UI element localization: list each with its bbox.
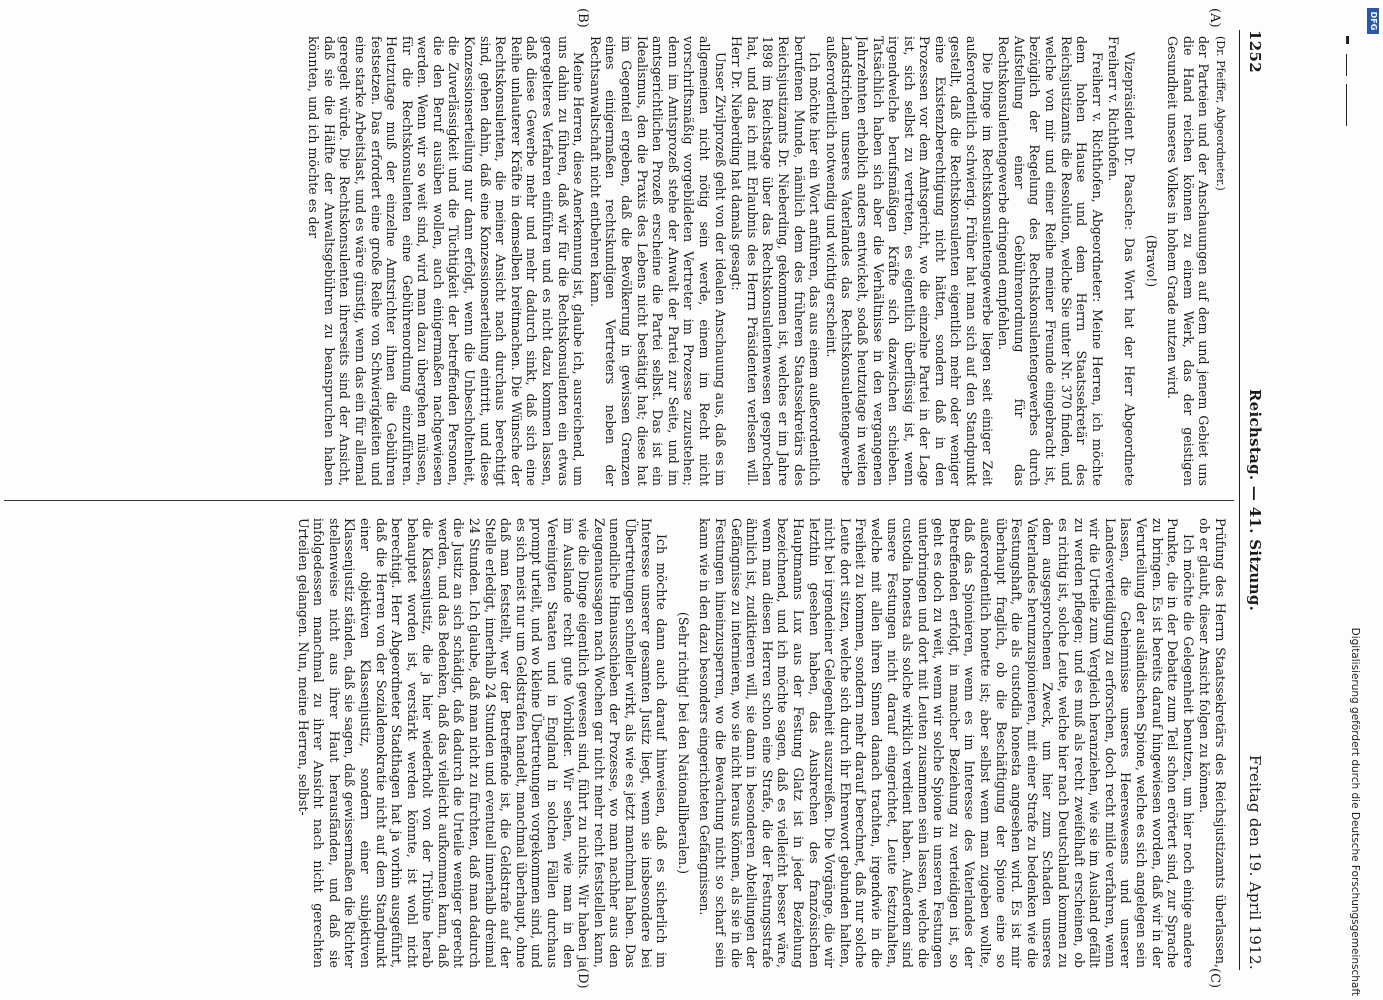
column-rule (4, 500, 1234, 501)
paragraph: Meine Herren, diese Anerkennung ist, glaube ich, ausreichend, um uns dahin zu führen, daß wir für die Rechtskonsulenten ein etwas geregelteres Verfahren einführen und es nicht dazu kommen lassen, daß diese Gewerbe mehr und mehr dadurch sinkt, daß sich eine Reihe unlauterer Kräfte in demselben breitmachen. Die Wünsche der Rechtskonsulenten, die meiner Ansicht nach durchaus berechtigt sind, gehen dahin, daß eine Konzessionserteilung eintritt, und diese Konzessionserteilung nur dann erfolgt, wenn die Unbescholtenheit, die Zuverlässigkeit und die Tüchtigkeit der betreffenden Personen, die den Beruf ausüben wollen, auch einigermaßen nachgewiesen werden. Wenn wir so weit sind, wird man dazu übergehen müssen, für die Rechtskonsulenten eine Gebührenordnung einzuführen. Heutzutage muß der einzelne Amtsrichter ihnen die Gebühren festsetzen. Das erfordert eine große Reihe von Schwierigkeiten und eine starke Arbeitslast, und es wäre günstig, wenn das ein für allemal geregelt würde. Die Rechtskonsulenten ihrerseits sind der Ansicht, daß sie die Hälfte der Anwaltsgebühren zu beanspruchen haben könnten, und ich möchte es der (306, 36, 587, 486)
header-rule (1239, 30, 1240, 970)
speaker-note: (Dr. Pfeiffer, Abgeordneter.) (1214, 36, 1227, 191)
quotation: Unser Zivilprozeß geht von der idealen Anschauung aus, daß es im allgemeinen nicht nötig sein werde, einem im Recht nicht vorschriftsmäßig vorgebildeten Vertreter im Prozesse zuzustehen; denn im Amtsprozeß stehe der Anwalt der Partei zur Seite, und im amtsgerichtlichen Prozeß erscheine die Partei selbst. Das ist ein Idealismus, den die Praxis des Lebens nicht bestätigt hat; diese hat im Gegenteil ergeben, daß die Bevölkerung in gewissen Grenzen eines einigermaßen rechtskundigen Vertreters neben der Rechtsanwaltschaft nicht entbehren kann. (587, 36, 728, 486)
page-title: Reichstag. — 41. Sitzung. (1246, 388, 1264, 612)
paragraph: Ich möchte hier ein Wort anführen, das aus einem außerordentlich berufenen Munde, nämlich dem des früheren Staatssekretärs des Reichsjustizamts Dr. Nieberding, gekommen ist, welches er im Jahre 1898 im Reichstage über das Rechtskonsulentenwesen gesprochen hat, und das ich mit Erlaubnis des Herrn Präsidenten verlesen will. Herr Dr. Nieberding hat damals gesagt: (729, 36, 823, 486)
margin-marker-b: (B) (575, 8, 590, 28)
paragraph: Freiherr v. Richthofen, Abgeordneter: Meine Herren, ich möchte dem hohen Hause und dem Herrn Staatssekretär des Reichsjustizamts die Resolution, welche Sie unter Nr. 370 finden, und welche von mir und einer Reihe meiner Freunde eingebracht ist, bezüglich der Regelung des Rechtskonsulentengewerbes durch Aufstellung einer Gebührenordnung für das Rechtskonsulentengewerbe dringend empfehlen. (996, 36, 1105, 486)
paragraph: der Parteien und der Anschauungen auf dem und jenem Gebiet uns die Hand reichen können zu einem Werk, das der geistigen Gesundheit unseres Volkes in hohem Grade nutzen wird. (1165, 36, 1212, 486)
scan-mark (1346, 54, 1347, 76)
paragraph: Die Dinge im Rechtskonsulentengewerbe liegen seit einiger Zeit außerordentlich schwierig. Früher hat man sich auf den Standpunkt gestellt, daß die Rechtskonsulenten eigentlich mehr oder weniger eine Existenzberechtigung nicht hätten, sondern daß in den Prozessen vor dem Amtsgericht, wo die einzelne Partei in der Lage ist, sich selbst zu vertreten, es eigentlich überflüssig ist, wenn irgendwelche berufsmäßigen Kräfte sich dazwischen schieben. Tatsächlich haben sich aber die Verhältnisse in den vergangenen Jahrzehnten erheblich anders entwickelt, sodaß heutzutage in weiten Landstrichen unseres Vaterlandes das Rechtskonsulentengewerbe außerordentlich notwendig und wichtig erscheint. (823, 36, 995, 486)
right-column (8, 518, 1228, 968)
interjection: (Sehr richtig! bei den Nationalliberalen.) (675, 611, 691, 875)
digitization-note: Digitalisierung gefördert durch die Deutsche Forschungsgemeinschaft (1349, 627, 1361, 996)
left-column (8, 36, 1228, 486)
dfg-logo: DFG (1367, 8, 1379, 34)
paragraph: Ich möchte die Gelegenheit benutzen, um hier noch einige andere Punkte, die in der Debatte zum Teil schon erörtert sind, zur Sprache zu bringen. Es ist bereits darauf hingewiesen worden, daß wir in der Verurteilung der ausländischen Spione, welche es sich angelegen sein lassen, die Geheimnisse unseres Heereswesens und unserer Landesverteidigung zu erforschen, doch recht milde verfahren, wenn wir die Urteile zum Vergleich heranziehen, wie sie im Ausland gefällt zu werden pflegen; und es muß als recht zweifelhaft erscheinen, ob es richtig ist, solche Leute, welche hier nach Deutschland kommen zu dem ausgesprochenen Zweck, um hier zum Schaden unseres Vaterlandes herumzuspionieren, mit einer Strafe zu bedenken wie die Festungshaft, die als custodia honesta angesehen wird. Es ist mir überhaupt fraglich, ob die Beschäftigung der Spione eine so außerordentlich honette ist; aber selbst wenn man zugeben wollte, daß das Spionieren, wenn es im Interesse des Vaterlandes der Betreffenden erfolgt, in mancher Beziehung zu verteidigen ist, so geht es doch zu weit, wenn wir solche Spione in unseren Festungen unterbringen und dort mit Leuten zusammen sein lassen, welche die custodia honesta als solche wirklich verdient haben. Außerdem sind unsere Festungen nicht darauf eingerichtet, Leute festzuhalten, welche mit allen ihren Sinnen danach trachten, irgendwie in die Freiheit zu kommen, sondern mehr darauf berechnet, daß nur solche Leute dort sitzen, welche sich durch ihr Ehrenwort gebunden halten, nicht bei irgendeiner Gelegenheit auszureißen. Die Vorgänge, die wir letzthin gesehen haben, das Ausbrechen des französischen Hauptmanns Lux aus der Festung Glatz ist in jeder Beziehung bezeichnend, und ich möchte sagen, daß es vielleicht besser wäre, wenn man diesen Herren schon eine Strafe, die der Festungsstrafe ähnlich ist, zudiktieren will, sie dann in besonderen Abteilungen der Gefängnisse zu internieren, wo sie nicht heraus können, als sie in die Festungen hineinzusperren, wo die Bewachung nicht so scharf sein kann wie in den dazu besonders eingerichteten Gefängnissen. (697, 518, 1196, 968)
scan-mark (1346, 84, 1347, 126)
page-date: Freitag den 19. April 1912. (1246, 754, 1264, 970)
margin-marker-a: (A) (1207, 8, 1222, 28)
paragraph: Vizepräsident Dr. Paasche: Das Wort hat der Herr Abgeordnete Freiherr v. Richthofen. (1106, 36, 1138, 486)
paragraph: Ich möchte dann auch darauf hinweisen, daß es sicherlich im Interesse unserer gesamten Justiz liegt, wenn sie insbesondere bei Übertretungen schneller wirkt, als wie es jetzt manchmal haben. Das unendliche Hinausschieben der Prozesse, wo man nachher aus den Zeugenaussagen nach Wochen gar nicht mehr recht feststellen kann, wie die Dinge eigentlich gewesen sind, führt zu nichts. Wir haben ja im Auslande recht gute Vorbilder. Wir sehen, wie man in den Vereinigten Staaten und in England in solchen Fällen durchaus prompt urteilt, und wo kleine Übertretungen vorgekommen sind, und es sich meist nur um Geldstrafen handelt, manchmal überhaupt, ohne daß man feststellt, wer der Betreffende ist, die Geldstrafe auf der Stelle erledigt, innerhalb 24 Stunden und eventuell innerhalb dreimal 24 Stunden. Ich glaube, daß man nicht zu fürchten, daß man dadurch die Justiz an sich schädigt, daß dadurch die Urteile weniger gerecht werden, und das Bedenken, daß das vielleicht aufkommen kann, daß die Klassenjustiz, die ja hier wiederholt von der Tribüne herab behauptet worden ist, verstärkt werden könnte, ist wohl nicht berechtigt. Herr Abgeordneter Stadthagen hat ja vorhin ausgeführt, daß die Herren von der Sozialdemokratie nicht auf dem Standpunkt einer objektiven Klassenjustiz, sondern einer subjektiven Klassenjustiz ständen, daß sie sagen, daß gewissermaßen die Richter stellenweise nicht aus ihrer Haut herausfänden, und daß sie infolgedessen manchmal zu ihrer Ansicht nach nicht gerechten Urteilen gelangen. Nun, meine Herren, selbst- (295, 518, 670, 968)
margin-marker-d: (D) (575, 968, 590, 989)
page-number: 1252 (1246, 30, 1264, 73)
running-head (1238, 30, 1264, 970)
margin-marker-c: (C) (1207, 968, 1222, 989)
interjection: (Bravo!) (1143, 234, 1159, 288)
paragraph: Prüfung des Herrn Staatssekretärs des Reichsjustizamts überlassen, ob er glaubt, dieser Ansicht folgen zu können. (1197, 518, 1228, 968)
